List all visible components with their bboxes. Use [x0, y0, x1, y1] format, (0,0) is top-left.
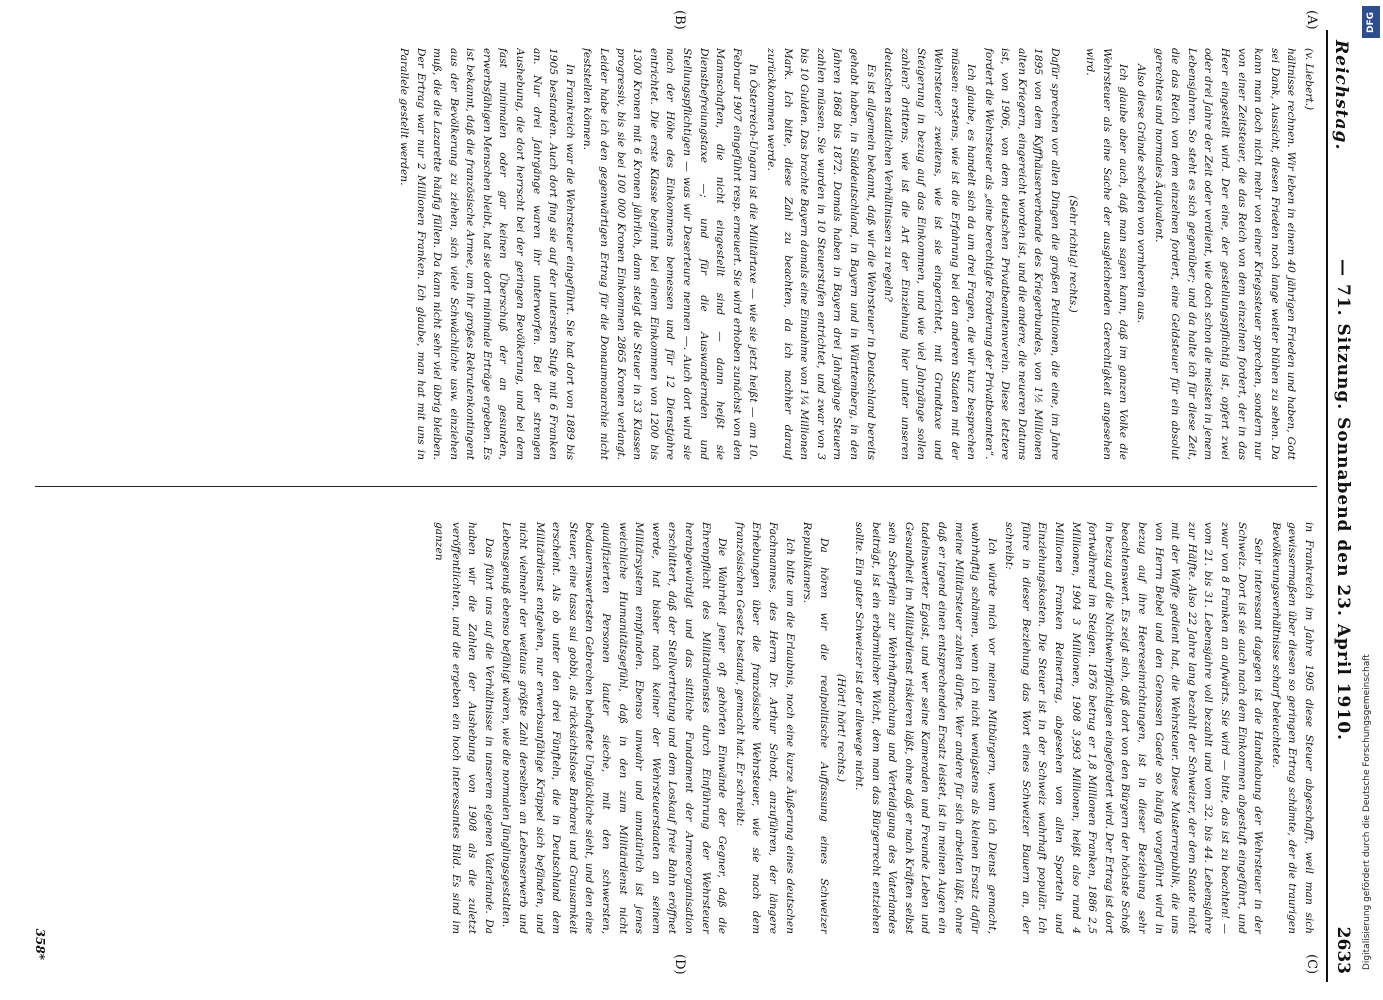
- paragraph: Dafür sprechen vor allen Dingen die großen Petitionen, die eine, im Jahre 1895 von dem Kyffhäuserverbande des Kriegerbundes, von 1½ Millionen alten Kriegern, eingereicht worden ist, und die andere, die neueren Datums ist, von 1906, von dem deutschen Privatbeamtenverein. Diese letztere fordert die Wehrsteuer als „eine berechtigte Forderung der Privatbeamten“.: [982, 48, 1062, 460]
- paragraph: Ich bitte um die Erlaubnis, noch eine kurze Äußerung eines deutschen Fachmannes, des Herrn Dr. Arthur Schott, anzuführen, der längere Erhebungen über die französische Wehrsteuer, wie sie nach dem französischen Gesetz bestand, gemacht hat. Er schreibt:: [733, 522, 796, 934]
- paragraph: hältnisse rechnen. Wir leben in einem 40 jährigen Frieden und haben, Gott sei Dank, Aussicht, diesen Frieden noch lange weiter blühen zu sehen. Da kann man doch nicht mehr von einer Kriegssteuer sprechen, sondern nur von einer Zeitsteuer, die das Reich von dem einzelnen fordert, der in das Heer eingestellt wird. Der eine, der gestellungspflichtig ist, opfert zwei oder drei Jahre der Zeit oder verdient, wie doch schon die meisten in jenem Lebensjahren. So steht es sich gegenüber; und da halte ich für diese Zeit, die das Reich von dem einzelnen fordert, eine Geldsteuer für ein absolut gerechtes und normales Äquivalent.: [1152, 48, 1298, 460]
- paragraph: Also diese Gründe scheiden von vornherein aus.: [1135, 64, 1148, 324]
- paragraph: Die Wahrheit jener oft gehörten Einwände der Gegner, daß die Ehrenpflicht des Militärdienstes durch Einführung der Wehrsteuer herabgewürdigt und das sittliche Fundament der Armeeorganisation erschüttert, daß der Stellvertretung und dem Loskauf freie Bahn eröffnet werde, hat bisher nach keiner der Wehrsteuerstaaten an seinem Militärsystem empfunden. Ebenso unwahr und unnatürlich ist jenes weichliche Humanitätsgefühl, daß in den zum Militärdienst nicht qualifizierten Personen lauter sieche, mit den schwersten, bedauernswertesten Gebrechen behaftete Unglückliche sieht, und den eine Steuer, eine tassa sui gobbi, als rücksichtslose Barbarei und Grausamkeit erscheint. Als ob unter den drei Fünfteln, die in Deutschland dem Militärdienst entgehen, nur erwerbsunfähige Krüppel sich befänden, und nicht vielmehr der weitaus größte Zahl derselben an Lebenserwerb und Lebensgenuß ebenso befähigt wären, wie die normalen Jünglingsgestalten.: [500, 522, 729, 934]
- paragraph: Ich glaube aber auch, daß man sagen kann, daß im ganzen Volke die Wehrsteuer als eine Sache der ausgleichenden Gerechtigkeit angesehen wird.: [1084, 48, 1130, 460]
- left-text-column: [27, 48, 1317, 460]
- paragraph: Da hören wir die realpolitische Auffassung eines Schweizer Republikaners.: [801, 522, 830, 934]
- right-text-column: [27, 522, 1317, 934]
- paragraph: Ich würde mich vor meinen Mitbürgern, wenn ich Dienst gemacht, wahrhaftig schämen, wenn ich nicht wenigstens als kleinen Ersatz dafür meine Militärsteuer zahlen dürfte. Wer andere für sich arbeiten läßt, ohne daß er irgend einen entsprechenden Ersatz leistet, ist in meinen Augen ein tadelnswerter Egoist, und wer seine Kameraden und Freunde Leben und Gesundheit im Militärdienst riskieren läßt, ohne daß er nach Kräften selbst sein Scherflein zur Wehrhaftmachung und Verteidigung des Vaterlandes beiträgt, ist ein erbärmlicher Wicht, dem man das Bürgerrecht entziehen sollte. Ein guter Schweizer ist der allewege nicht.: [852, 522, 998, 934]
- footer-sheet-number: 358*: [33, 928, 47, 960]
- digitization-notice: Digitalisierung gefördert durch die Deutsche Forschungsgemeinschaft: [1362, 654, 1372, 970]
- header-rule: [1326, 30, 1328, 982]
- paragraph: (Hört! hört! rechts.): [835, 673, 848, 783]
- dfg-logo: DFG: [1362, 6, 1380, 38]
- header-left: Reichstag.: [1331, 40, 1351, 151]
- paragraph: In Österreich-Ungarn ist die Militärtaxe — wie sie jetzt heißt — am 10. Februar 1907 eingeführt resp. erneuert. Sie wird erhoben zunächst von den Mannschaften, die nicht eingestellt sind — dann heißt sie Dienstbefreiungstaxe —; und für die Auswandernden und Stellungspflichtigen — was wir Deserteure nennen —. Auch dort wird sie nach der Höhe des Einkommens bemessen und für 12 Dienstjahre entrichtet. Die erste Klasse beginnt bei einem Einkommen von 1200 bis 1300 Kronen mit 6 Kronen jährlich, dann steigt die Steuer in 33 Klassen progressiv, bis sie bei 100 000 Kronen Einkommen 2865 Kronen verlangt. Leider habe ich den gegenwärtigen Ertrag für die Donaumonarchie nicht feststellen können.: [581, 48, 760, 460]
- paragraph: Ich glaube, es handelt sich da um drei Fragen, die wir kurz besprechen müssen: erstens, wie ist die Erfahrung bei den anderen Staaten mit der Wehrsteuer? zweitens, wie ist sie eingerichtet, mit Grundtaxe und Steigerung in bezug auf das Einkommen, und wie viel Jahrgänge sollen zahlen? drittens, wie ist die Art der Einziehung hier unter unseren deutschen staatlichen Verhältnissen zu regeln?: [882, 48, 978, 460]
- paragraph: in Frankreich im Jahre 1905 diese Steuer abgeschafft, weil man sich gewissermaßen über diesen so geringen Ertrag schämte, der die traurigen Bevölkerungsverhältnisse scharf beleuchtete.: [1269, 522, 1315, 934]
- paragraph: (Sehr richtig! rechts.): [1066, 195, 1079, 313]
- header-page-number: 2633: [1333, 926, 1353, 974]
- page-header: [1325, 0, 1365, 1000]
- paragraph: Sehr interessant dagegen ist die Handhabung der Wehrsteuer in der Schweiz. Dort ist sie auch nach dem Einkommen abgestuft eingeführt, und zwar von 8 Franken an aufwärts. Sie wird — bitte, das ist zu beachten! — vom 21. bis 31. Lebensjahre voll bezahlt und vom 32. bis 44. Lebensjahre zur Hälfte. Also 22 Jahre lang bezahlt der Schweizer, der dem Staate nicht mit der Waffe gedient hat, die Wehrsteuer. Diese Musterrepublik, die uns von Herrn Bebel und den Genossen Gaede so häufig vorgeführt wird in bezug auf ihre Heereseinrichtungen, ist in dieser Beziehung sehr beachtenswert. Es zeigt sich, daß dort von den Bürgern der höchste Schoß in bezug auf die Nichtwehrpflichtigen eingefordert wird. Der Ertrag ist dort fortwährend im Steigen. 1876 betrug er 1,8 Millionen Franken, 1886 2,5 Millionen, 1904 3 Millionen, 1908 3,993 Millionen, heißt also rund 4 Millionen Franken Reinertrag, abgesehen von allen Sporteln und Einziehungskosten. Die Steuer ist in der Schweiz wahrhaft populär. Ich führe in dieser Beziehung das Wort eines Schweizer Bauern an, der schreibt:: [1003, 522, 1265, 934]
- paragraph: In Frankreich war die Wehrsteuer eingeführt. Sie hat dort von 1889 bis 1905 bestanden. Auch dort fing sie auf der untersten Stufe mit 6 Franken an. Nur drei Jahrgänge waren ihr unterworfen. Bei der strengen Aushebung, die dort herrscht bei der geringen Bevölkerung, und bei dem fast minimalen oder gar keinen Überschuß der an gesunden, erwerbsfähigen Menschen bleibt, hat sie dort minimale Erträge ergeben. Es ist bekannt, daß die französische Armee, um ihr großes Rekrutenkontingent aus der Bevölkerung zu ziehen, sich viele Schwächliche usw. einziehen muß, die die Lazarette häufig füllen. Da kann nicht sehr viel übrig bleiben. Der Ertrag war nur 2 Millionen Franken. Ich glaube, man hat mit uns in Parallele gestellt werden.: [397, 48, 576, 460]
- margin-marker-b: (B): [672, 10, 687, 30]
- column-divider: [35, 486, 1317, 487]
- margin-marker-a: (A): [1304, 10, 1319, 30]
- header-center: — 71. Sitzung. Sonnabend den 23. April 1910.: [1333, 259, 1353, 741]
- margin-marker-d: (D): [672, 954, 687, 975]
- margin-marker-c: (C): [1304, 954, 1319, 975]
- paragraph: (v. Liebert.): [1303, 48, 1315, 111]
- paragraph: Es ist allgemein bekannt, daß wir die Wehrsteuer in Deutschland bereits gehabt haben, in Süddeutschland, in Bayern und in Württemberg, in den Jahren 1868 bis 1872. Damals haben in Bayern drei Jahrgänge Steuern zahlen müssen. Sie wurden in 10 Steuerstufen entrichtet, und zwar von 3 bis 10 Gulden. Das brachte Bayern damals eine Einnahme von 1¼ Millionen Mark. Ich bitte, diese Zahl zu beachten, da ich nachher darauf zurückkommen werde.: [765, 48, 877, 460]
- paragraph: Das führt uns auf die Verhältnisse in unserem eigenen Vaterlande. Da haben wir die Zahlen der Aushebung von 1908 als die zuletzt veröffentlichten, und die ergeben ein hoch interessantes Bild. Es sind im ganzen: [433, 522, 495, 934]
